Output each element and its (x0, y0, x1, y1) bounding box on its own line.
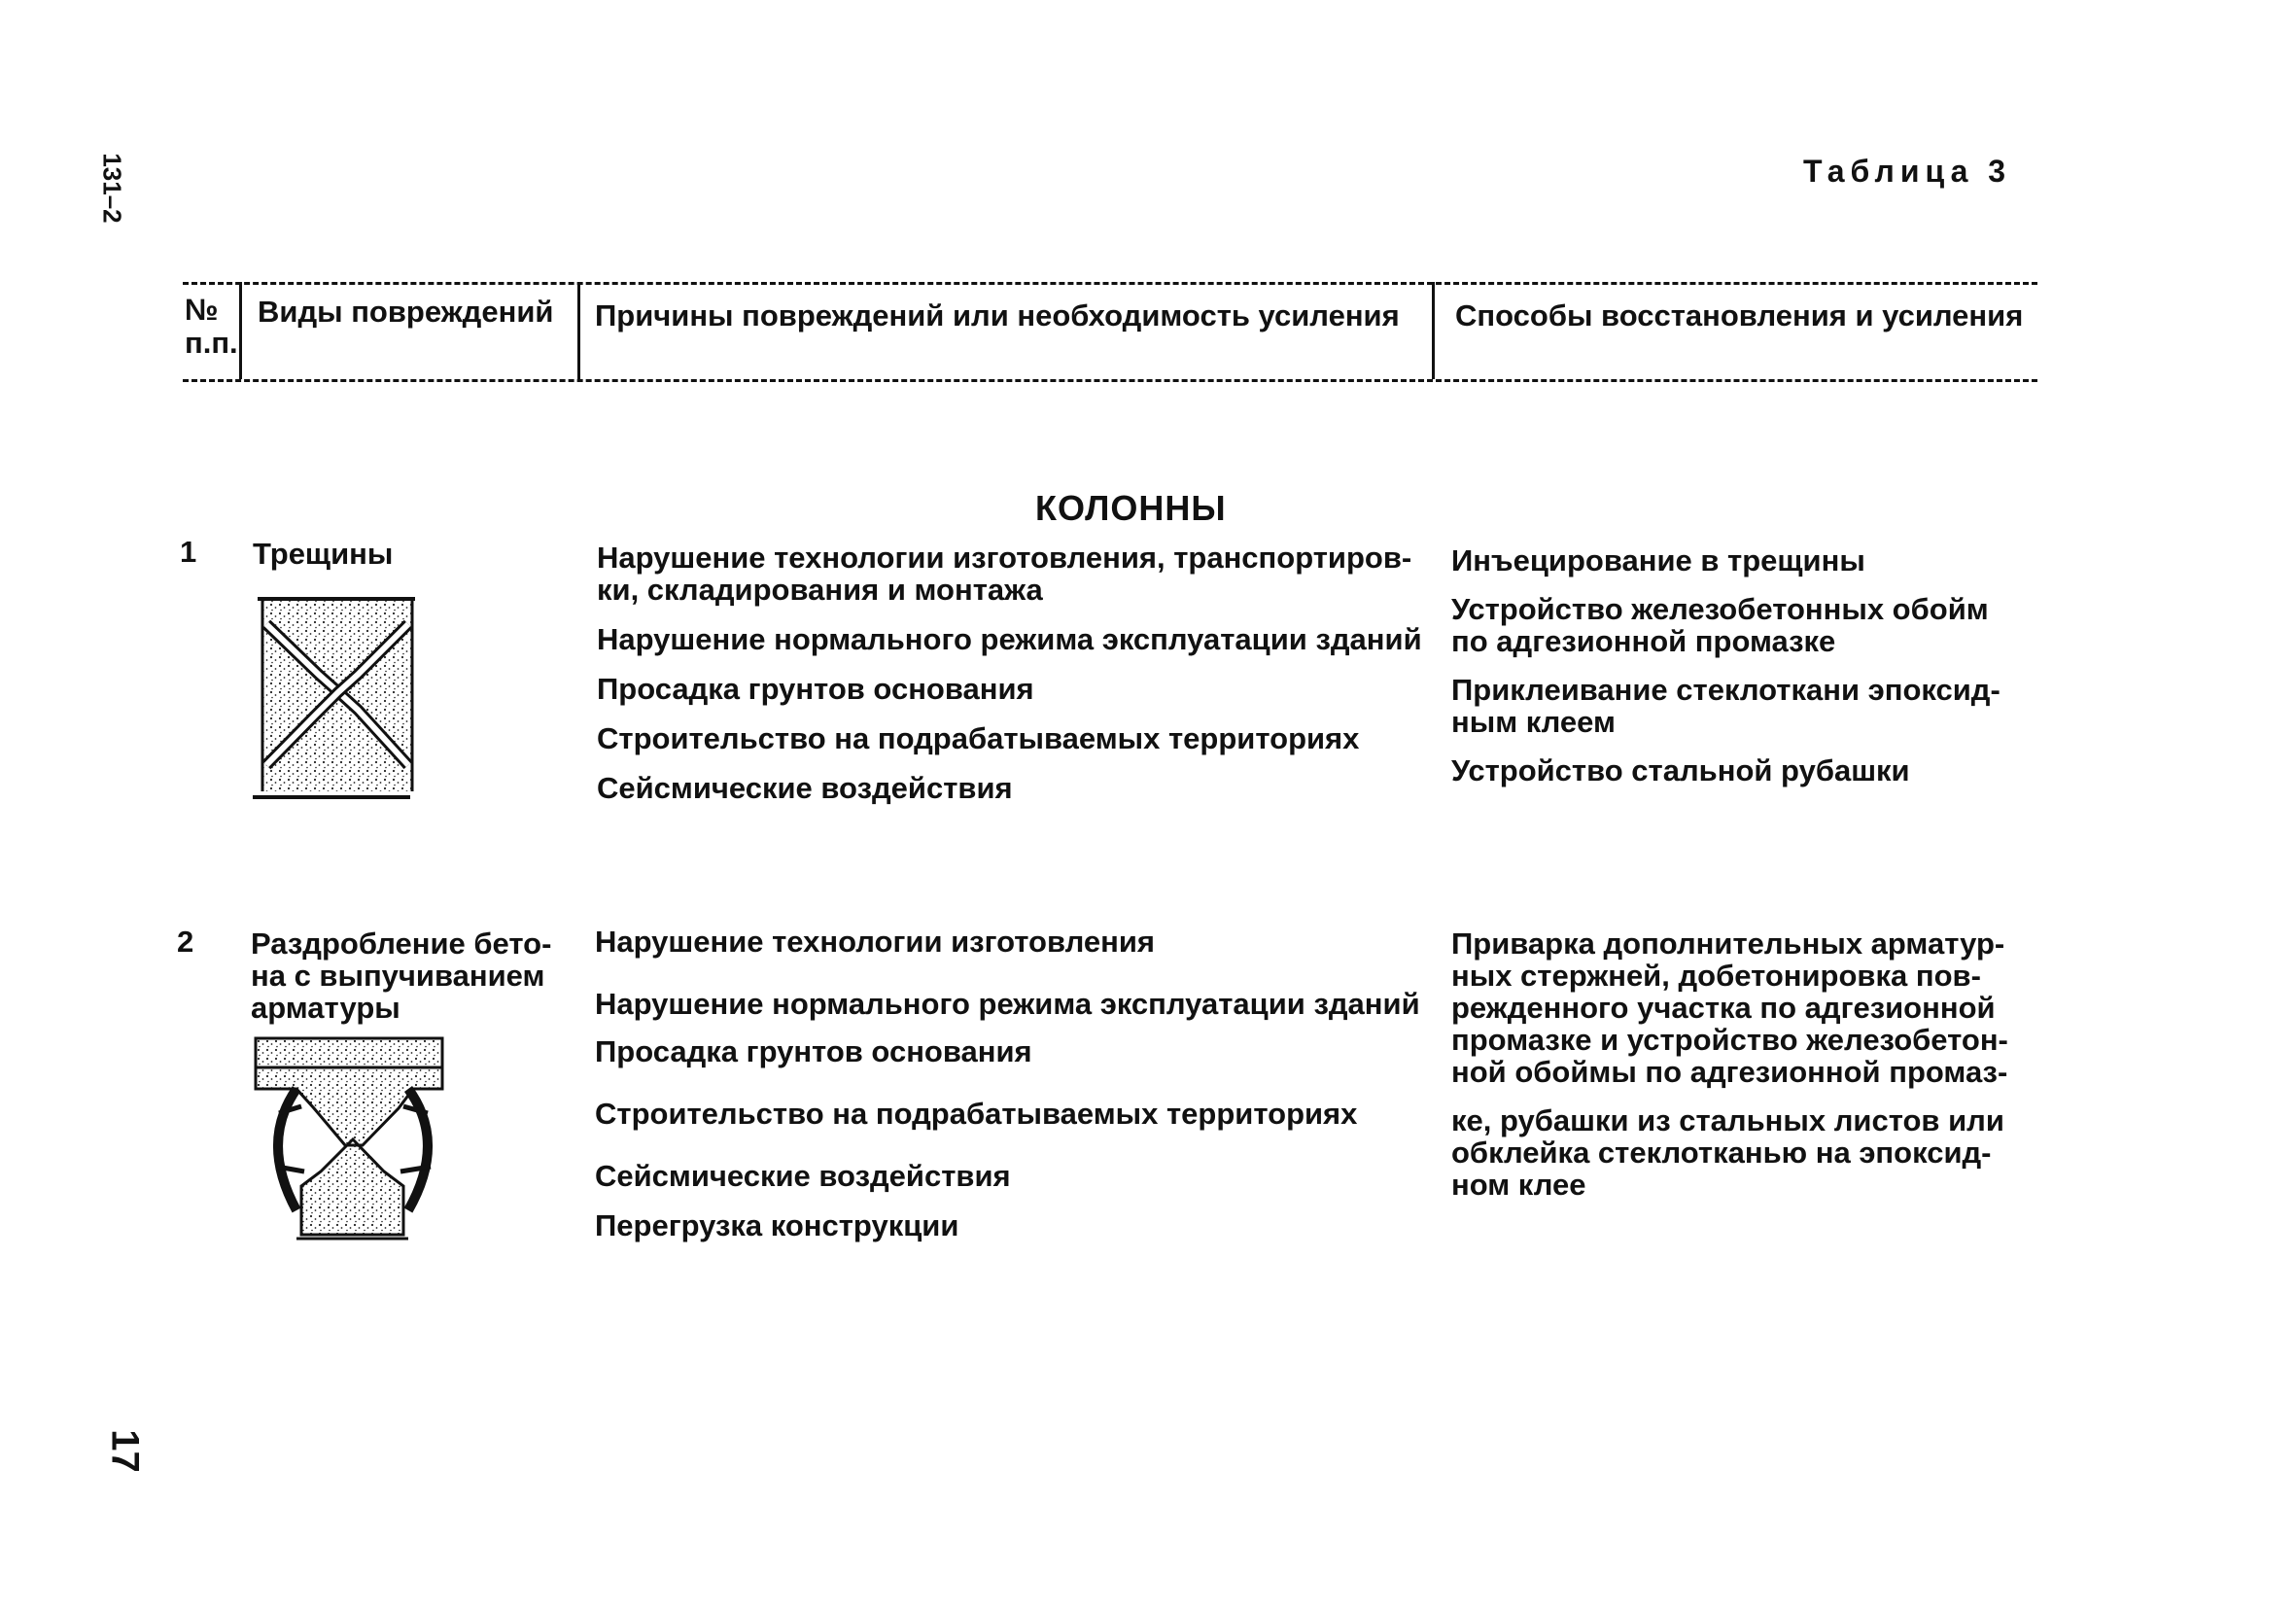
cause-line: Нарушение технологии изготовления, транспортиров- (597, 541, 1412, 575)
cause-line: Строительство на подрабатываемых территориях (595, 1097, 1358, 1131)
column-crushing-illustration (248, 1031, 457, 1244)
method-line: Устройство железобетонных обойм (1451, 592, 1989, 626)
row-1-number: 1 (180, 535, 197, 569)
row-1-causes (597, 542, 1422, 804)
method-line: обклейка стеклотканью на эпоксид- (1451, 1136, 1992, 1170)
method-line: Приклеивание стеклоткани эпоксид- (1451, 673, 2000, 707)
margin-code: 131–2 (97, 153, 127, 224)
column-cracks-illustration (243, 585, 418, 804)
method-line: Инъецирование в трещины (1451, 543, 1865, 577)
header-col-num-line2: п.п. (185, 326, 238, 360)
row-2-methods (1451, 927, 2008, 1201)
method-line: промазке и устройство железобетон- (1451, 1023, 2008, 1057)
page-number: 17 (103, 1429, 147, 1473)
header-col-causes: Причины повреждений или необходимость усиления (595, 298, 1400, 332)
header-col-num (185, 294, 238, 360)
cause-line: Нарушение нормального режима эксплуатации зданий (595, 987, 1420, 1021)
cause-line: Просадка грунтов основания (595, 1034, 1032, 1068)
header-bottom-rule (183, 379, 2037, 382)
section-title: КОЛОННЫ (1035, 488, 1227, 528)
method-line: ке, рубашки из стальных листов или (1451, 1103, 2004, 1137)
damage-line: Раздробление бето- (251, 926, 552, 961)
header-divider-3 (1432, 282, 1435, 379)
cause-line: Сейсмические воздействия (597, 771, 1013, 805)
method-line: по адгезионной промазке (1451, 624, 1836, 658)
header-col-damage: Виды повреждений (258, 295, 554, 329)
header-top-rule (183, 282, 2037, 285)
header-divider-2 (577, 282, 580, 379)
row-1-methods (1451, 544, 2000, 787)
table-label: Таблица 3 (1803, 154, 2012, 189)
damage-line: арматуры (251, 991, 400, 1025)
cause-line: Нарушение нормального режима эксплуатации зданий (597, 622, 1422, 656)
cause-line: Перегрузка конструкции (595, 1208, 959, 1242)
method-line: Устройство стальной рубашки (1451, 753, 1910, 787)
header-divider-1 (239, 282, 242, 379)
method-line: ных стержней, добетонировка пов- (1451, 959, 1981, 993)
cause-line: Нарушение технологии изготовления (595, 925, 1155, 959)
method-line: ной обоймы по адгезионной промаз- (1451, 1055, 2008, 1089)
row-1-damage: Трещины (253, 537, 394, 571)
row-2-number: 2 (177, 925, 194, 959)
row-2-damage (251, 927, 551, 1024)
damage-line: на с выпучиванием (251, 959, 545, 993)
cause-line: ки, складирования и монтажа (597, 573, 1043, 607)
cause-line: Сейсмические воздействия (595, 1159, 1011, 1193)
cause-line: Строительство на подрабатываемых территориях (597, 721, 1360, 755)
method-line: ном клее (1451, 1168, 1586, 1202)
method-line: Приварка дополнительных арматур- (1451, 926, 2005, 961)
header-col-methods: Способы восстановления и усиления (1455, 298, 2024, 332)
lower-block (301, 1139, 403, 1235)
header-col-num-line1: № (185, 293, 219, 327)
row-2-causes (595, 926, 1420, 1241)
method-line: режденного участка по адгезионной (1451, 991, 1996, 1025)
cause-line: Просадка грунтов основания (597, 672, 1034, 706)
method-line: ным клеем (1451, 705, 1616, 739)
